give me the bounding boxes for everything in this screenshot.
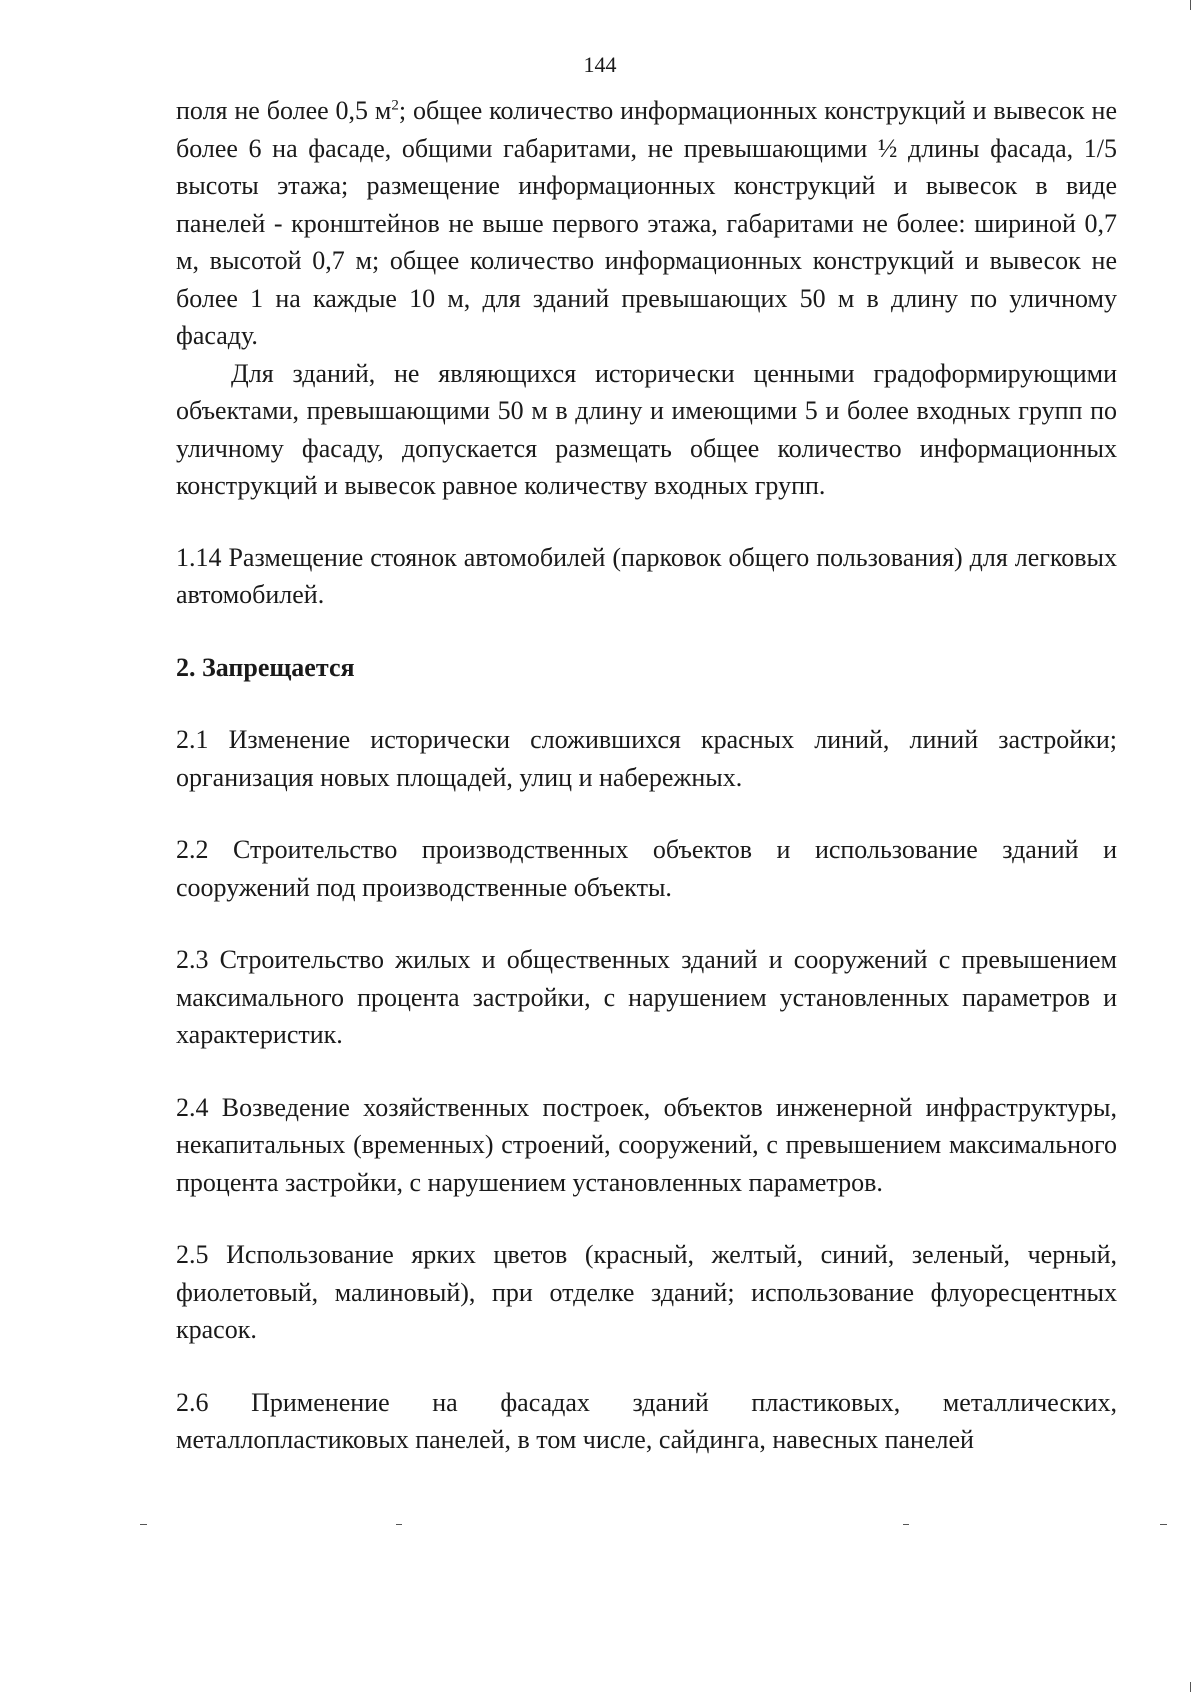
paragraph-non-historic-buildings: Для зданий, не являющихся исторически ценными градоформирующими объектами, превышающими 50 м в длину и имеющими 5 и более входных групп по уличному фасаду, допускается размещать общее количество информационных конструкций и вывесок равное количеству входных групп. — [176, 358, 1117, 500]
clause-2-2: 2.2 Строительство производственных объектов и использование зданий и сооружений под производственные объекты. — [176, 835, 1117, 902]
scan-mark — [1190, 0, 1191, 10]
paragraph-text-part: ; общее количество информационных конструкций и вывесок не более 6 на фасаде, общими габаритами, не превышающими ½ длины фасада, 1/5 высоты этажа; размещение информационных конструкций и вывесок в виде панелей - кронштейнов не выше первого этажа, габаритами не более: шириной 0,7 м, высотой 0,7 м; общее количество информационных конструкций и вывесок не более 1 на каждые 10 м, для зданий превышающих 50 м в длину по уличному фасаду. — [176, 96, 1117, 350]
page-number: 144 — [583, 52, 617, 77]
scan-mark — [396, 1524, 402, 1525]
clause-2-5: 2.5 Использование ярких цветов (красный, желтый, синий, зеленый, черный, фиолетовый, малиновый), при отделке зданий; использование флуоресцентных красок. — [176, 1240, 1117, 1344]
superscript: 2 — [391, 97, 399, 114]
clause-2-1: 2.1 Изменение исторически сложившихся красных линий, линий застройки; организация новых площадей, улиц и набережных. — [176, 725, 1117, 792]
clause-2-4: 2.4 Возведение хозяйственных построек, объектов инженерной инфраструктуры, некапитальных (временных) строений, сооружений, с превышением максимального процента застройки, с нарушением установленных параметров. — [176, 1092, 1117, 1197]
paragraph-text-part: поля не более 0,5 м — [176, 96, 392, 125]
clause-2-3: 2.3 Строительство жилых и общественных зданий и сооружений с превышением максимального процента застройки, с нарушением установленных параметров и характеристик. — [176, 945, 1117, 1049]
scan-mark — [1160, 1524, 1167, 1525]
document-body — [176, 92, 1117, 1459]
scan-mark — [1190, 1682, 1191, 1692]
paragraph-continuation — [176, 92, 1117, 355]
scan-mark — [140, 1524, 147, 1525]
section-heading: 2. Запрещается — [176, 652, 355, 682]
clause-2-6: 2.6 Применение на фасадах зданий пластиковых, металлических, металлопластиковых панелей, в том числе, сайдинга, навесных панелей — [176, 1387, 1117, 1454]
clause-1-14: 1.14 Размещение стоянок автомобилей (парковок общего пользования) для легковых автомобилей. — [176, 542, 1117, 609]
scan-mark — [903, 1524, 909, 1525]
